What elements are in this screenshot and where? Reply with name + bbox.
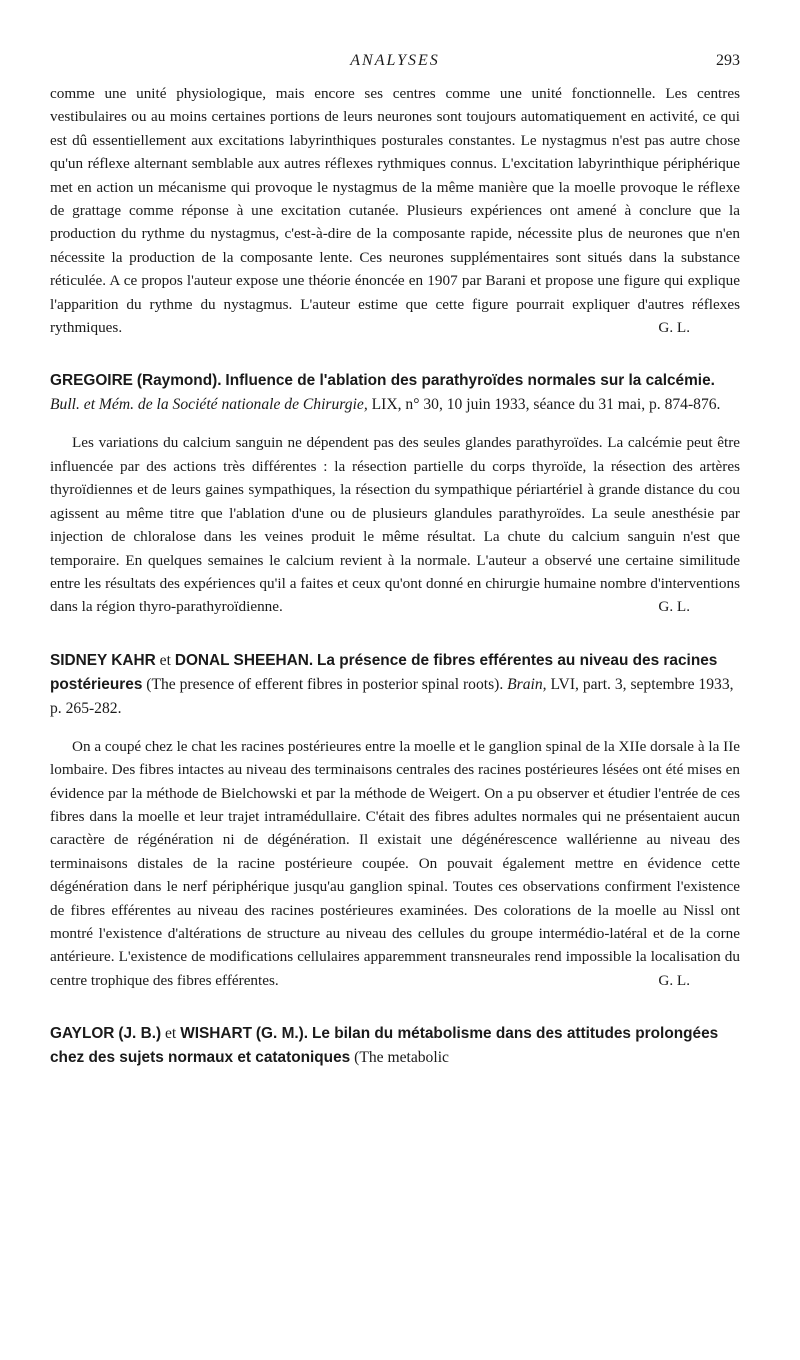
journal-page: [50, 52, 740, 1070]
entry-source: Brain,: [507, 675, 547, 693]
entry-original-title-start: (The metabolic: [354, 1049, 449, 1067]
entry-author-first: (J. B.): [118, 1025, 162, 1043]
continued-abstract-text: comme une unité physiologique, mais encore ses centres comme une unité fonctionnelle. Les centres vestibulaires ou au moins certaines portions de leurs neurones sont toujours automatiquement en activité, ce qui est dû essentiellement aux excitations labyrinthiques posturales constantes. Le nystagmus n'est pas autre chose qu'un réflexe alternant semblable aux autres réflexes rythmiques connus. L'excitation labyrinthique périphérique met en action un mécanisme qui provoque le nystagmus de la même manière que la moelle provoque le réflexe de grattage comme réponse à une excitation cutanée. Plusieurs expériences ont amené à conclure que la production du rythme du nystagmus, c'est-à-dire de la composante rapide, nécessite plus de neurones que n'en nécessite la production de la composante lente. Ces neurones supplémentaires sont situés dans la substance réticulée. A ce propos l'auteur expose une théorie énoncée en 1907 par Barani et propose une figure qui explique l'apparition du rythme du nystagmus. L'auteur estime que cette figure pourrait expliquer d'autres réflexes rythmiques.: [50, 85, 740, 337]
entry-source: Bull. et Mém. de la Société nationale de Chirurgie,: [50, 396, 368, 414]
entry-author-first: (Raymond).: [136, 372, 222, 390]
entry-author2: DONAL SHEEHAN.: [174, 651, 314, 669]
entry-connector: et: [165, 1025, 177, 1043]
entry-author2: WISHART: [180, 1025, 253, 1043]
entry-initials: G. L.: [658, 598, 690, 616]
running-title: ANALYSES: [350, 52, 440, 69]
entry-connector: et: [159, 651, 171, 669]
entry-abstract-kahr-sheehan: [50, 735, 740, 992]
entry-heading-kahr-sheehan: [50, 649, 740, 721]
entry-heading-gregoire: [50, 369, 740, 417]
entry-citation: LVI, part. 3, septembre 1933, p. 265-282.: [50, 675, 734, 717]
entry-author2-first: (G. M.).: [255, 1025, 309, 1043]
page-number: 293: [716, 52, 740, 69]
entry-title: Influence de l'ablation des parathyroïdes normales sur la calcémie.: [225, 372, 715, 390]
entry-citation: LIX, n° 30, 10 juin 1933, séance du 31 mai, p. 874-876.: [371, 396, 721, 414]
entry-abstract-text: On a coupé chez le chat les racines postérieures entre la moelle et le ganglion spinal de la XIIe dorsale à la IIe lombaire. Des fibres intactes au niveau des terminaisons centrales des racines postérieures lésées ont été mises en évidence par la méthode de Bielchowski et par la méthode de Weigert. On a pu observer et étudier l'entrée de ces fibres dans la moelle et leur trajet intramédullaire. C'était des fibres adultes normales qui ne présentaient aucun caractère de régénération ni de dégénération. Il existait une dégénérescence wallérienne au niveau des terminaisons distales de la racine postérieure coupée. On pouvait également mettre en évidence cette dégénération dans le nerf périphérique jusqu'au ganglion spinal. Toutes ces observations confirment l'existence de fibres efférentes au niveau des racines postérieures examinées. Des colorations de la moelle au Nissl ont montré l'existence d'altérations de structure au niveau des cellules du groupe intermédio-latéral et de la corne antérieure. L'existence de modifications cellulaires apparemment transneurales rend impossible la localisation du centre trophique des fibres efférentes.: [50, 737, 740, 989]
entry-author: GREGOIRE: [50, 372, 133, 390]
entry-title: Le bilan du métabolisme dans des attitudes prolongées chez des sujets normaux et catatoniques: [50, 1025, 719, 1067]
entry-original-title: (The presence of efferent fibres in posterior spinal roots).: [146, 675, 504, 693]
entry-abstract-text: Les variations du calcium sanguin ne dépendent pas des seules glandes parathyroïdes. La calcémie peut être influencée par des actions très différentes : la résection partielle du corps thyroïde, la résection des artères thyroïdiennes et de leurs gaines sympathiques, la résection du sympathique périartériel à grande distance du cou agissent au même titre que l'ablation d'une ou de plusieurs glandules parathyroïdes. La seule anesthésie par injection de chloralose dans les veines produit le même résultat. La chute du calcium sanguin n'est que temporaire. En quelques semaines le calcium revient à la normale. L'auteur a observé une certaine similitude entre les résultats des expériences qu'il a faites et ceux qu'ont donné en chirurgie humaine nombre d'interventions dans la région thyro-parathyroïdienne.: [50, 434, 740, 616]
entry-heading-gaylor-wishart: [50, 1022, 740, 1070]
page-header: [50, 52, 740, 82]
entry-abstract-gregoire: [50, 431, 740, 618]
continued-abstract: [50, 82, 740, 339]
entry-author: SIDNEY KAHR: [50, 651, 156, 669]
entry-author: GAYLOR: [50, 1025, 115, 1043]
abstract-initials: G. L.: [658, 319, 690, 337]
entry-initials: G. L.: [658, 971, 690, 989]
entry-title: La présence de fibres efférentes au niveau des racines postérieures: [50, 651, 718, 693]
